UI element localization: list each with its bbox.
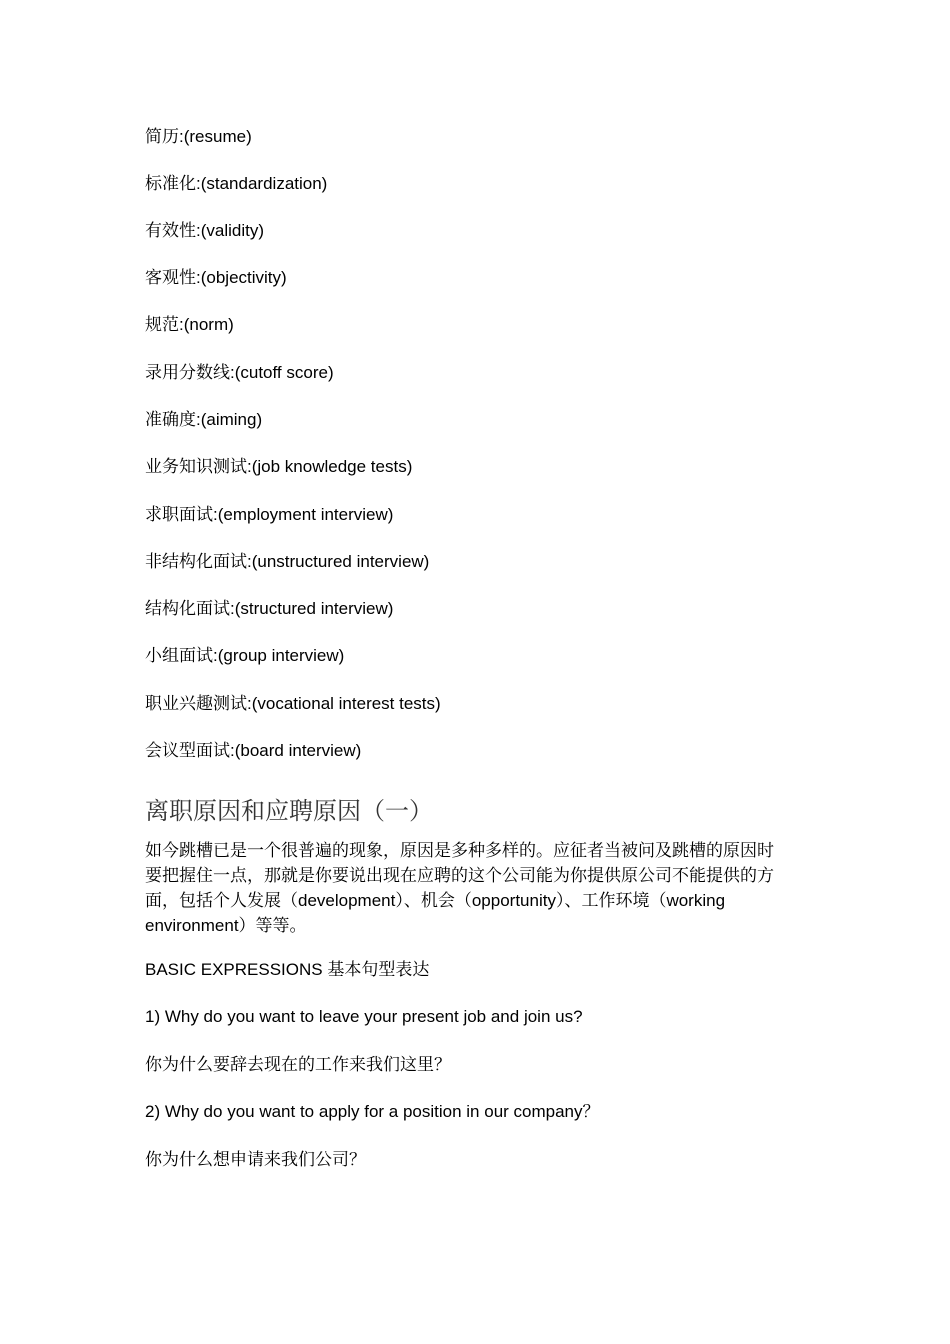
glossary-term-board-interview: 会议型面试:(board interview) — [145, 741, 362, 760]
question-2-chinese: 你为什么想申请来我们公司？ — [145, 1150, 366, 1169]
question-2-english: 2) Why do you want to apply for a position in our company？ — [145, 1102, 600, 1121]
glossary-term-norm: 规范:(norm) — [145, 315, 234, 334]
intro-line: 面，包括个人发展（development）、机会（opportunity）、工作环境（working — [145, 891, 726, 910]
glossary-term-objectivity: 客观性:(objectivity) — [145, 268, 287, 287]
glossary-term-standardization: 标准化:(standardization) — [145, 174, 328, 193]
intro-line: environment）等等。 — [145, 916, 307, 935]
question-1-chinese: 你为什么要辞去现在的工作来我们这里？ — [145, 1055, 451, 1074]
glossary-term-vocational-interest-tests: 职业兴趣测试:(vocational interest tests) — [145, 694, 441, 713]
glossary-term-employment-interview: 求职面试:(employment interview) — [145, 505, 394, 524]
glossary-term-aiming: 准确度:(aiming) — [145, 410, 263, 429]
question-1-english: 1) Why do you want to leave your present job and join us? — [145, 1007, 583, 1026]
glossary-term-job-knowledge-tests: 业务知识测试:(job knowledge tests) — [145, 457, 413, 476]
expressions-title: BASIC EXPRESSIONS 基本句型表达 — [145, 960, 430, 979]
section-heading: 离职原因和应聘原因（一） — [145, 797, 433, 825]
glossary-term-unstructured-interview: 非结构化面试:(unstructured interview) — [145, 552, 430, 571]
glossary-term-cutoff-score: 录用分数线:(cutoff score) — [145, 363, 334, 382]
glossary-term-resume: 简历:(resume) — [145, 127, 252, 146]
glossary-term-validity: 有效性:(validity) — [145, 221, 265, 240]
intro-paragraph — [145, 838, 800, 938]
glossary-term-structured-interview: 结构化面试:(structured interview) — [145, 599, 394, 618]
glossary-term-group-interview: 小组面试:(group interview) — [145, 646, 345, 665]
intro-line: 要把握住一点，那就是你要说出现在应聘的这个公司能为你提供原公司不能提供的方 — [145, 866, 774, 885]
intro-line: 如今跳槽已是一个很普遍的现象，原因是多种多样的。应征者当被问及跳槽的原因时 — [145, 841, 774, 860]
